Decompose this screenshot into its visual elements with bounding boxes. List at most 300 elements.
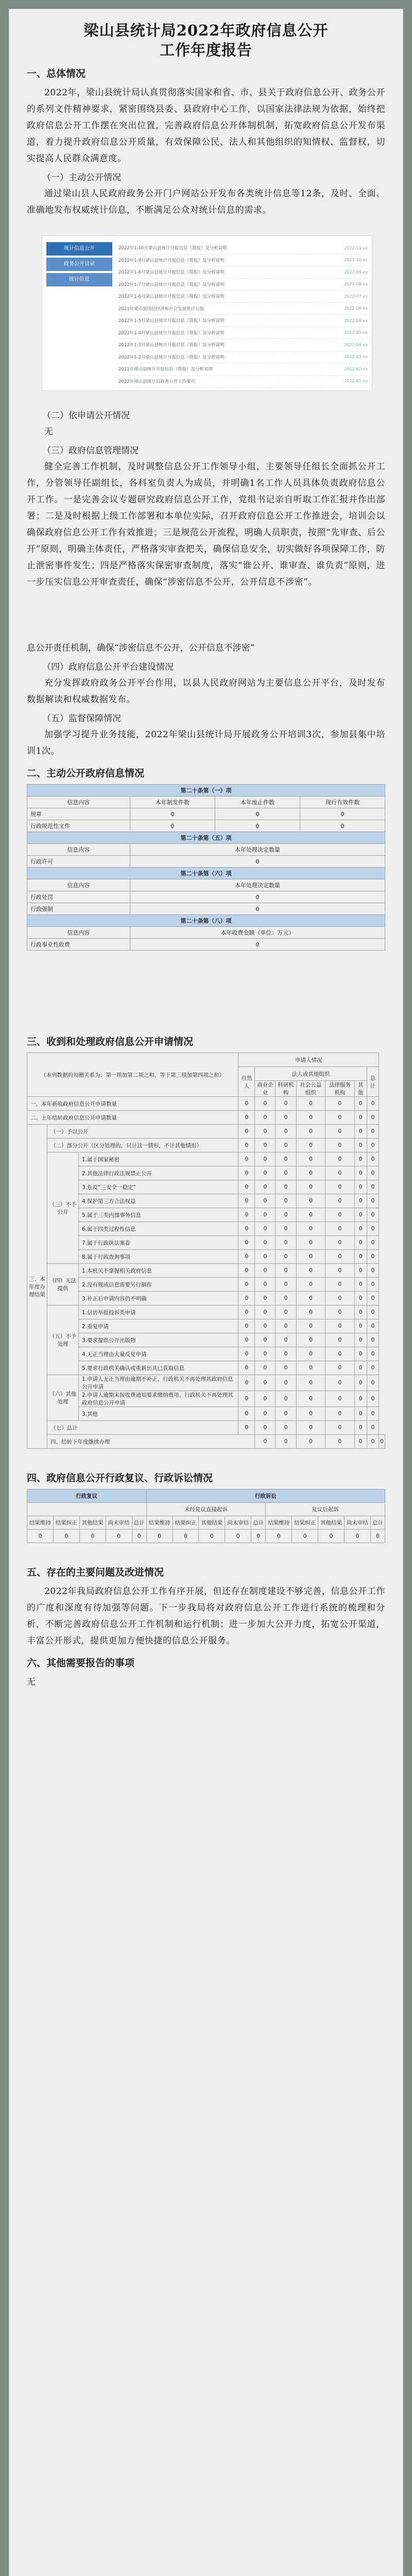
screenshot-tab-3: 统计信息 (46, 273, 112, 286)
screenshot-list-row (118, 242, 368, 255)
result-item-label: 7.属于行政执法案卷 (79, 1236, 238, 1250)
count-cell: 0 (276, 1361, 296, 1375)
count-cell: 0 (238, 1139, 255, 1153)
count-cell: 0 (296, 1222, 325, 1236)
count-cell: 0 (296, 1375, 325, 1391)
count-cell: 0 (354, 1111, 367, 1125)
result-item-label: 4.无正当理由大量反复申请 (79, 1347, 238, 1361)
count-cell: 0 (325, 1153, 355, 1166)
g2-row-label: 行政许可 (27, 856, 130, 868)
result-item-label: 2.重复申请 (79, 1319, 238, 1333)
count-cell: 0 (276, 1421, 296, 1435)
count-cell: 0 (238, 1153, 255, 1166)
count-cell: 0 (276, 1153, 296, 1166)
count-cell: 0 (367, 1421, 379, 1435)
count-cell: 0 (354, 1278, 367, 1292)
result-group-label: （六）其他处理 (47, 1375, 79, 1421)
application-row (27, 1222, 385, 1236)
count-cell: 0 (238, 1333, 255, 1347)
count-cell: 0 (238, 1208, 255, 1222)
section-2-heading: 二、主动公开政府信息情况 (27, 768, 145, 779)
count-cell: 0 (296, 1111, 325, 1125)
screenshot-row-title: 2022年1-9月梁山县统计月报信息（简报）及分析说明 (118, 258, 225, 263)
count-cell: 0 (276, 1166, 296, 1180)
legal-col: 社会公益组织 (296, 1081, 325, 1097)
total-header: 总计 (367, 1067, 379, 1097)
g3-row-label: 行政处罚 (27, 891, 130, 903)
result-item-label: 2.其他法律行政法规禁止公开 (79, 1166, 238, 1180)
count-cell: 0 (296, 1097, 325, 1111)
count-cell: 0 (238, 1278, 255, 1292)
count-cell: 0 (296, 1347, 325, 1361)
g1-cell: 0 (215, 808, 300, 820)
count-cell: 0 (354, 1194, 367, 1208)
count-cell: 0 (354, 1347, 367, 1361)
result-item-label: 2.没有现成信息需要另行制作 (79, 1278, 238, 1292)
application-row (27, 1139, 385, 1153)
count-cell: 0 (325, 1391, 355, 1407)
active-disclosure-text: 通过梁山县人民政府政务公开门户网站公开发布各类统计信息等12条，及时、全面、准确地发布权威统计信息，不断满足公众对统计信息的需求。 (27, 189, 385, 215)
count-cell: 0 (367, 1250, 379, 1264)
screenshot-row-date: 2022-01-xx (344, 379, 368, 384)
section-1-intro: 2022年，梁山县统计局认真贯彻落实国家和省、市、县关于政府信息公开、政务公开的系列文件精神要求，紧密围绕县委、县政府中心工作，以国家法律法规为依据，始终把政府信息公开工作摆在突出位置，完善政府信息公开体制机制，拓宽政府信息公开发布渠道，着力提升政府信息公开质量，有效保障公民、法人和其他组织的知情权、监督权，切实提高人民群众满意度。 (27, 88, 385, 164)
row-carried-over: 二、上年结转政府信息公开申请数量 (27, 1111, 238, 1125)
count-cell: 0 (255, 1250, 276, 1264)
count-cell: 0 (276, 1333, 296, 1347)
count-cell: 0 (238, 1421, 255, 1435)
count-cell: 0 (354, 1391, 367, 1407)
count-cell: 0 (325, 1236, 355, 1250)
count-cell: 0 (325, 1435, 355, 1449)
count-cell: 0 (296, 1421, 325, 1435)
review-value-row (27, 1530, 385, 1543)
screenshot-row-title: 2022年1-8月梁山县统计月报信息（简报）及分析说明 (118, 270, 225, 276)
g4-col: 信息内容 (27, 927, 130, 939)
legal-col: 科研机构 (276, 1081, 296, 1097)
count-cell: 0 (296, 1361, 325, 1375)
count-cell: 0 (367, 1222, 379, 1236)
count-cell: 0 (367, 1153, 379, 1166)
count-cell: 0 (367, 1194, 379, 1208)
screenshot-row-date: 2022-06-xx (344, 318, 368, 323)
review-col-header: 结果维持 (266, 1516, 292, 1530)
g1-cell: 0 (300, 820, 385, 832)
count-cell: 0 (255, 1125, 276, 1139)
count-cell: 0 (367, 1180, 379, 1194)
count-cell: 0 (296, 1180, 325, 1194)
application-row (27, 1097, 385, 1111)
result-item-label: 8.属于行政查询事项 (79, 1250, 238, 1264)
title-line-1: 梁山县统计局2022年政府信息公开 (83, 22, 329, 39)
supervision-heading: （五）监督保障情况 (42, 714, 121, 724)
count-cell: 0 (255, 1194, 276, 1208)
review-cell: 0 (292, 1530, 318, 1543)
count-cell: 0 (276, 1139, 296, 1153)
application-row (27, 1347, 385, 1361)
application-row (27, 1166, 385, 1180)
count-cell: 0 (255, 1407, 276, 1421)
application-row (27, 1421, 385, 1435)
count-cell: 0 (296, 1153, 325, 1166)
count-cell: 0 (367, 1319, 379, 1333)
applicant-header: 申请人情况 (238, 1053, 379, 1067)
count-cell: 0 (276, 1222, 296, 1236)
count-cell: 0 (276, 1264, 296, 1278)
screenshot-list-row (118, 339, 368, 351)
supervision-text: 加强学习提升业务技能，2022年梁山县统计局开展政务公开培训3次，参加县集中培训1次。 (27, 730, 385, 756)
count-cell: 0 (238, 1180, 255, 1194)
g1-col: 现行有效件数 (300, 796, 385, 808)
application-row (27, 1391, 385, 1407)
legal-col: 法律服务机构 (325, 1081, 355, 1097)
review-col-header: 结果纠正 (173, 1516, 199, 1530)
screenshot-row-date: 2022-09-xx (344, 269, 368, 275)
count-cell: 0 (325, 1125, 355, 1139)
result-item-label: 5.要求行政机关确认或重新出具已获取信息 (79, 1361, 238, 1375)
screenshot-row-date: 2022-03-xx (344, 354, 368, 360)
count-cell: 0 (354, 1180, 367, 1194)
platform-heading: （四）政府信息公开平台建设情况 (42, 662, 174, 672)
count-cell: 0 (255, 1139, 276, 1153)
screenshot-list-row (118, 255, 368, 267)
count-cell: 0 (238, 1111, 255, 1125)
on-request-heading: （二）依申请公开情况 (42, 411, 130, 421)
review-col-header: 尚未审结 (344, 1516, 370, 1530)
count-cell: 0 (354, 1139, 367, 1153)
count-cell: 0 (238, 1125, 255, 1139)
count-cell: 0 (276, 1125, 296, 1139)
application-row (27, 1125, 385, 1139)
count-cell: 0 (367, 1407, 379, 1421)
count-cell: 0 (255, 1319, 276, 1333)
application-row (27, 1435, 385, 1449)
screenshot-row-date: 2022-06-xx (344, 306, 368, 311)
count-cell: 0 (296, 1194, 325, 1208)
count-cell: 0 (325, 1194, 355, 1208)
g1-cell: 0 (300, 808, 385, 820)
count-cell: 0 (296, 1407, 325, 1421)
count-cell: 0 (276, 1208, 296, 1222)
screenshot-row-date: 2022-11-xx (344, 245, 368, 250)
count-cell: 0 (255, 1236, 276, 1250)
group-2-title: 第二十条第（五）项 (27, 832, 385, 844)
count-cell: 0 (276, 1435, 296, 1449)
count-cell: 0 (325, 1421, 355, 1435)
review-col-header: 结果纠正 (53, 1516, 79, 1530)
natural-person-header: 自然人 (238, 1067, 255, 1097)
application-row (27, 1153, 385, 1166)
review-col-header: 总计 (370, 1516, 385, 1530)
count-cell: 0 (296, 1435, 325, 1449)
legal-col: 商业企业 (255, 1081, 276, 1097)
review-col-row (27, 1516, 385, 1530)
result-item-label: （二）部分公开（区分处理的，只计这一情形，不计其他情形） (47, 1139, 238, 1153)
count-cell: 0 (296, 1391, 325, 1407)
application-row (27, 1278, 385, 1292)
screenshot-row-title: 2022年1-2月梁山县统计月报信息（简报）及分析说明 (118, 354, 225, 360)
count-cell: 0 (255, 1180, 276, 1194)
count-cell: 0 (367, 1306, 379, 1319)
count-cell: 0 (379, 1435, 385, 1449)
review-col-header: 总计 (132, 1516, 146, 1530)
count-cell: 0 (354, 1250, 367, 1264)
count-cell: 0 (354, 1319, 367, 1333)
result-item-label: （一）予以公开 (47, 1125, 238, 1139)
count-cell: 0 (276, 1347, 296, 1361)
application-row (27, 1375, 385, 1391)
review-cell: 0 (173, 1530, 199, 1543)
section-5-heading: 五、存在的主要问题及改进情况 (27, 1567, 164, 1578)
review-cell: 0 (251, 1530, 266, 1543)
count-cell: 0 (325, 1319, 355, 1333)
application-row (27, 1319, 385, 1333)
platform-text: 充分发挥政府政务公开平台作用，以县人民政府网站为主要信息公开平台，及时发布数据解读和权威数据发布。 (27, 678, 385, 705)
screenshot-row-title: 2021年梁山县国民经济和社会发展统计公报 (118, 306, 204, 312)
g1-row-label: 行政规范性文件 (27, 820, 130, 832)
count-cell: 0 (238, 1306, 255, 1319)
count-cell: 0 (276, 1375, 296, 1391)
count-cell: 0 (367, 1166, 379, 1180)
litigation-after-review-header: 复议后起诉 (266, 1503, 385, 1516)
g3-cell: 0 (130, 903, 385, 915)
result-item-label: 1.属于国家秘密 (79, 1153, 238, 1166)
count-cell: 0 (255, 1306, 276, 1319)
count-cell: 0 (255, 1292, 276, 1306)
screenshot-row-title: 2022年1-5月梁山县统计月报信息（简报）及分析说明 (118, 318, 225, 324)
count-cell: 0 (238, 1194, 255, 1208)
application-row (27, 1111, 385, 1125)
count-cell: 0 (238, 1166, 255, 1180)
result-item-label: 3.补正后申请内容仍不明确 (79, 1292, 238, 1306)
screenshot-list-row (118, 376, 368, 388)
count-cell: 0 (296, 1125, 325, 1139)
count-cell: 0 (367, 1278, 379, 1292)
g1-col: 本年废止件数 (215, 796, 300, 808)
application-row (27, 1333, 385, 1347)
count-cell: 0 (255, 1111, 276, 1125)
g2-col: 信息内容 (27, 844, 130, 856)
info-management-continued: 息公开责任机制，确保“涉密信息不公开，公开信息不涉密” (27, 643, 255, 653)
screenshot-nav (46, 242, 112, 289)
count-cell: 0 (238, 1250, 255, 1264)
review-spacer (27, 1503, 147, 1516)
review-col-header: 其他结果 (199, 1516, 225, 1530)
count-cell: 0 (255, 1333, 276, 1347)
count-cell: 0 (255, 1391, 276, 1407)
count-cell: 0 (367, 1375, 379, 1391)
count-cell: 0 (296, 1278, 325, 1292)
g1-cell: 0 (130, 820, 215, 832)
count-cell: 0 (238, 1292, 255, 1306)
result-item-label: 4.保护第三方合法权益 (79, 1194, 238, 1208)
review-col-header: 尚未审结 (106, 1516, 132, 1530)
count-cell: 0 (354, 1264, 367, 1278)
screenshot-list-row (118, 266, 368, 279)
review-cell: 0 (318, 1530, 345, 1543)
result-item-label: 3.危及“三安全一稳定” (79, 1180, 238, 1194)
count-cell: 0 (296, 1236, 325, 1250)
application-row (27, 1306, 385, 1319)
count-cell: 0 (255, 1421, 276, 1435)
g2-cell: 0 (130, 856, 385, 868)
application-table (27, 1053, 385, 1449)
review-col-header: 结果纠正 (292, 1516, 318, 1530)
count-cell: 0 (325, 1306, 355, 1319)
count-cell: 0 (238, 1097, 255, 1111)
group-4-title: 第二十条第（八）项 (27, 915, 385, 927)
count-cell: 0 (255, 1435, 276, 1449)
screenshot-row-date: 2022-10-xx (344, 258, 368, 263)
count-cell: 0 (367, 1236, 379, 1250)
screenshot-list-row (118, 315, 368, 327)
count-cell: 0 (238, 1236, 255, 1250)
g1-cell: 0 (130, 808, 215, 820)
count-cell: 0 (325, 1180, 355, 1194)
review-litigation-table (27, 1489, 385, 1543)
title-line-2: 工作年度报告 (159, 41, 252, 59)
review-cell: 0 (53, 1530, 79, 1543)
count-cell: 0 (325, 1111, 355, 1125)
count-cell: 0 (296, 1139, 325, 1153)
result-item-label: 6.属于四类过程性信息 (79, 1222, 238, 1236)
screenshot-list-row (118, 291, 368, 303)
review-col-header: 总计 (251, 1516, 266, 1530)
g1-cell: 0 (215, 820, 300, 832)
application-row (27, 1361, 385, 1375)
review-header: 行政复议 (27, 1489, 147, 1503)
result-group-label: （三）不予公开 (47, 1153, 79, 1264)
screenshot-list-row (118, 351, 368, 364)
count-cell: 0 (276, 1407, 296, 1421)
count-cell: 0 (238, 1222, 255, 1236)
application-row (27, 1194, 385, 1208)
active-disclosure-table (27, 784, 385, 951)
count-cell: 0 (296, 1319, 325, 1333)
count-cell: 0 (367, 1391, 379, 1407)
count-cell: 0 (276, 1278, 296, 1292)
count-cell: 0 (367, 1361, 379, 1375)
screenshot-row-title: 2022年1-4月梁山县统计月报信息（简报）及分析说明 (118, 330, 225, 336)
count-cell: 0 (325, 1222, 355, 1236)
count-cell: 0 (238, 1319, 255, 1333)
count-cell: 0 (325, 1250, 355, 1264)
count-cell: 0 (255, 1097, 276, 1111)
section-6-heading: 六、其他需要报告的事项 (27, 1658, 135, 1669)
count-cell: 0 (354, 1375, 367, 1391)
screenshot-row-date: 2022-04-xx (344, 342, 368, 347)
count-cell: 0 (325, 1347, 355, 1361)
count-cell: 0 (276, 1180, 296, 1194)
website-screenshot (42, 236, 372, 391)
count-cell: 0 (296, 1250, 325, 1264)
application-row (27, 1407, 385, 1421)
count-cell: 0 (325, 1407, 355, 1421)
screenshot-row-title: 2022年1-10月梁山县统计月报信息（简报）及分析说明 (118, 246, 227, 251)
count-cell: 0 (255, 1264, 276, 1278)
g1-row-label: 规章 (27, 808, 130, 820)
review-cell: 0 (370, 1530, 385, 1543)
count-cell: 0 (325, 1292, 355, 1306)
review-col-header: 其他结果 (318, 1516, 345, 1530)
count-cell: 0 (296, 1292, 325, 1306)
review-cell: 0 (344, 1530, 370, 1543)
count-cell: 0 (276, 1097, 296, 1111)
application-row (27, 1180, 385, 1194)
count-cell: 0 (276, 1319, 296, 1333)
count-cell: 0 (296, 1264, 325, 1278)
screenshot-row-title: 2022年1-3月梁山县统计月报信息（简报）及分析说明 (118, 343, 225, 348)
count-cell: 0 (367, 1292, 379, 1306)
count-cell: 0 (238, 1407, 255, 1421)
count-cell: 0 (255, 1222, 276, 1236)
screenshot-list-row (118, 303, 368, 315)
screenshot-list (118, 242, 368, 387)
count-cell: 0 (325, 1333, 355, 1347)
review-col-header: 其他结果 (79, 1516, 106, 1530)
count-cell: 0 (367, 1208, 379, 1222)
count-cell: 0 (367, 1125, 379, 1139)
application-row (27, 1208, 385, 1222)
section-1-heading: 一、总体情况 (27, 69, 86, 79)
application-row (27, 1292, 385, 1306)
count-cell: 0 (354, 1125, 367, 1139)
g3-row-label: 行政强制 (27, 903, 130, 915)
count-cell: 0 (255, 1361, 276, 1375)
screenshot-row-date: 2022-07-xx (344, 294, 368, 299)
result-item-label: 3.其他 (79, 1407, 238, 1421)
count-cell: 0 (354, 1361, 367, 1375)
row-new-applications: 一、本年新收政府信息公开申请数量 (27, 1097, 238, 1111)
count-cell: 0 (354, 1292, 367, 1306)
count-cell: 0 (276, 1292, 296, 1306)
result-group-label: （五）不予处理 (47, 1306, 79, 1375)
litigation-header: 行政诉讼 (146, 1489, 385, 1503)
result-item-label: （七）总计 (47, 1421, 238, 1435)
section-3-heading: 三、收到和处理政府信息公开申请情况 (27, 1037, 194, 1047)
active-disclosure-heading: （一）主动公开情况 (42, 173, 121, 183)
on-request-text: 无 (44, 427, 53, 437)
count-cell: 0 (367, 1264, 379, 1278)
count-cell: 0 (325, 1278, 355, 1292)
count-cell: 0 (238, 1361, 255, 1375)
g4-col: 本年收费金额（单位：万元） (130, 927, 385, 939)
count-cell: 0 (367, 1139, 379, 1153)
count-cell: 0 (325, 1166, 355, 1180)
result-group-label: （四）无法提供 (47, 1264, 79, 1306)
count-cell: 0 (354, 1097, 367, 1111)
g4-row-label: 行政事业性收费 (27, 939, 130, 951)
review-col-header: 结果维持 (146, 1516, 173, 1530)
group-1-title: 第二十条第（一）项 (27, 785, 385, 796)
count-cell: 0 (354, 1208, 367, 1222)
count-cell: 0 (255, 1347, 276, 1361)
count-cell: 0 (255, 1278, 276, 1292)
g2-col: 本年处理决定数量 (130, 844, 385, 856)
review-col-header: 结果维持 (27, 1516, 54, 1530)
count-cell: 0 (354, 1166, 367, 1180)
result-item-label: 1.信访举报投诉类申请 (79, 1306, 238, 1319)
count-cell: 0 (276, 1111, 296, 1125)
count-cell: 0 (238, 1391, 255, 1407)
count-cell: 0 (354, 1222, 367, 1236)
count-cell: 0 (354, 1421, 367, 1435)
count-cell: 0 (276, 1391, 296, 1407)
g3-col: 信息内容 (27, 879, 130, 891)
count-cell: 0 (354, 1153, 367, 1166)
count-cell: 0 (354, 1333, 367, 1347)
count-cell: 0 (276, 1250, 296, 1264)
result-item-label: 1.本机关不掌握相关政府信息 (79, 1264, 238, 1278)
